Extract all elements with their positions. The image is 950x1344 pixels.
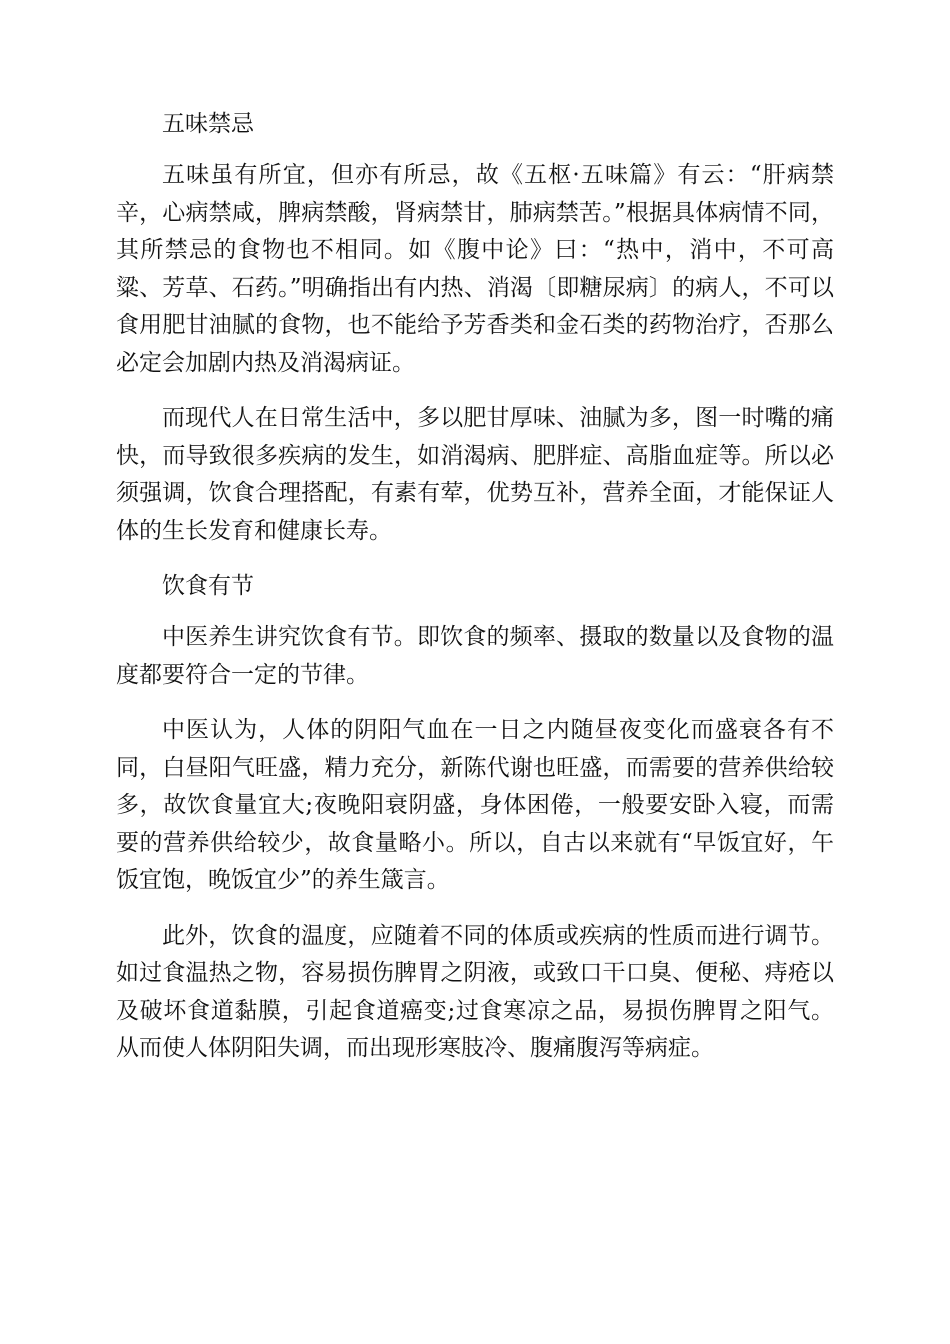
paragraph-five-flavors-taboos: 五味虽有所宜，但亦有所忌，故《五枢·五味篇》有云：“肝病禁辛，心病禁咸，脾病禁酸，肾病禁甘，肺病禁苦。”根据具体病情不同，其所禁忌的食物也不相同。如《腹中论》曰：“热中，消中，不可高粱、芳草、石药。”明确指出有内热、消渴〔即糖尿病〕的病人，不可以食用肥甘油腻的食物，也不能给予芳香类和金石类的药物治疗，否那么必定会加剧内热及消渴病证。 (116, 162, 834, 376)
section-heading-five-flavors-taboos: 五味禁忌 (162, 111, 254, 137)
paragraph-day-night-meals: 中医认为，人体的阴阳气血在一日之内随昼夜变化而盛衰各有不同，白昼阳气旺盛，精力充分，新陈代谢也旺盛，而需要的营养供给较多，故饮食量宜大;夜晚阳衰阴盛，身体困倦，一般要安卧入寝，而需要的营养供给较少，故食量略小。所以，自古以来就有“早饭宜好，午饭宜饱，晚饭宜少”的养生箴言。 (116, 717, 834, 893)
paragraph-diet-rhythm: 中医养生讲究饮食有节。即饮食的频率、摄取的数量以及食物的温度都要符合一定的节律。 (116, 624, 834, 688)
document-page (116, 106, 834, 1086)
section-heading-moderate-diet: 饮食有节 (162, 573, 254, 599)
paragraph-modern-diet: 而现代人在日常生活中，多以肥甘厚味、油腻为多，图一时嘴的痛快，而导致很多疾病的发生，如消渴病、肥胖症、高脂血症等。所以必须强调，饮食合理搭配，有素有荤，优势互补，营养全面，才能保证人体的生长发育和健康长寿。 (116, 405, 834, 544)
paragraph-food-temperature: 此外，饮食的温度，应随着不同的体质或疾病的性质而进行调节。如过食温热之物，容易损伤脾胃之阴液，或致口干口臭、便秘、痔疮以及破坏食道黏膜，引起食道癌变;过食寒凉之品，易损伤脾胃之阳气。从而使人体阴阳失调，而出现形寒肢冷、腹痛腹泻等病症。 (116, 922, 834, 1061)
